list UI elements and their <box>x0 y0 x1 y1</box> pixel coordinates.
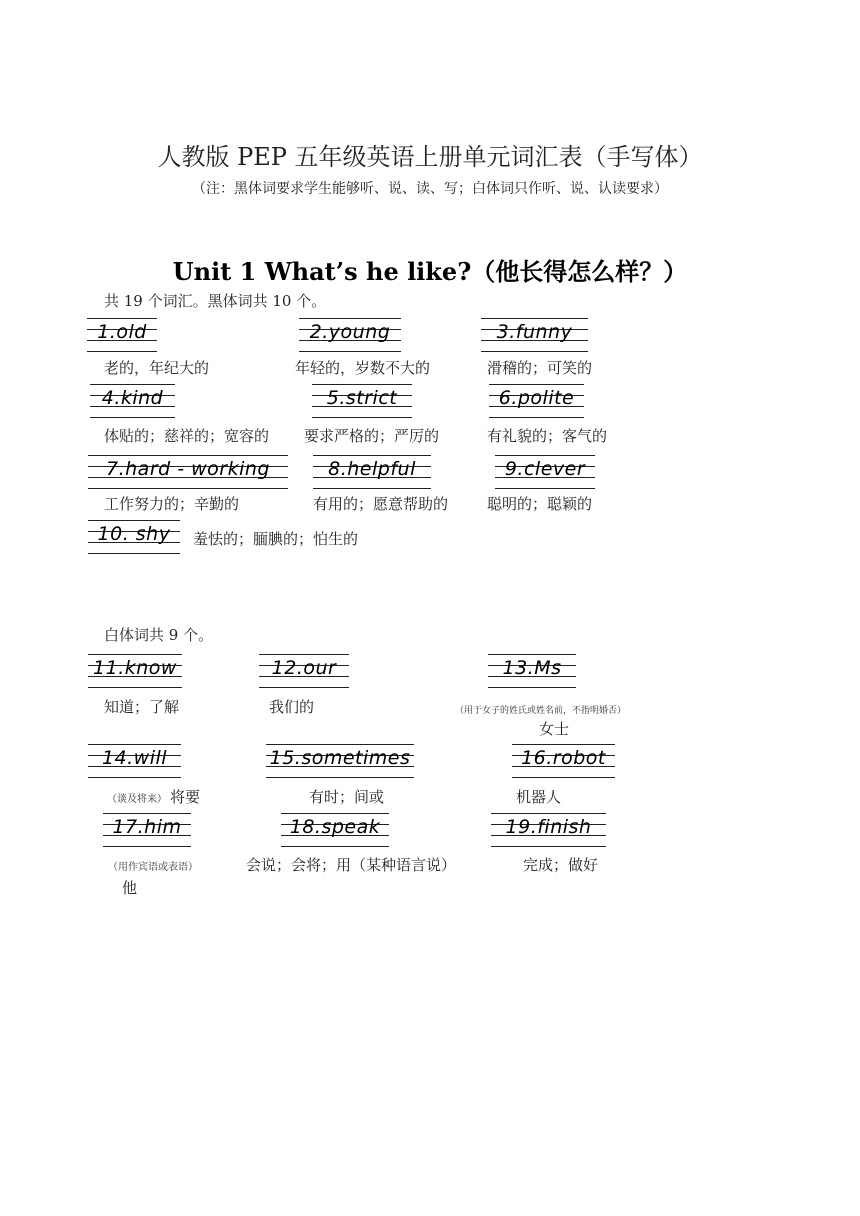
meaning-our: 我们的 <box>269 698 315 716</box>
word-will: 14.will <box>101 747 168 769</box>
word-card-our <box>259 654 349 688</box>
word-sometimes: 15.sometimes <box>269 747 411 769</box>
page-title: 人教版 PEP 五年级英语上册单元词汇表（手写体） <box>157 143 703 171</box>
word-finish: 19.finish <box>505 816 592 838</box>
word-shy: 10. shy <box>97 523 171 545</box>
meaning-finish: 完成；做好 <box>523 856 599 874</box>
meaning-him: 他 <box>122 879 138 897</box>
word-card-sometimes <box>266 744 414 778</box>
meaning-hard-working: 工作努力的；辛勤的 <box>104 495 240 513</box>
word-kind: 4.kind <box>101 387 164 409</box>
word-robot: 16.robot <box>521 747 606 769</box>
word-card-strict <box>312 384 412 418</box>
word-hard-working: 7.hard - working <box>106 458 270 480</box>
requirement-note: （注：黑体词要求学生能够听、说、读、写；白体词只作听、说、认读要求） <box>192 181 668 197</box>
meaning-funny: 滑稽的；可笑的 <box>487 359 593 377</box>
meaning-old: 老的，年纪大的 <box>104 359 210 377</box>
word-card-speak <box>281 813 389 847</box>
word-strict: 5.strict <box>326 387 398 409</box>
word-card-will <box>88 744 181 778</box>
word-know: 11.know <box>93 657 177 679</box>
word-card-hard-working <box>88 455 288 489</box>
meaning-strict: 要求严格的；严厉的 <box>304 427 440 445</box>
word-ms: 13.Ms <box>502 657 562 679</box>
meaning-know: 知道；了解 <box>104 698 180 716</box>
word-helpful: 8.helpful <box>328 458 416 480</box>
unit-heading: Unit 1 What’s he like?（他长得怎么样？） <box>172 257 688 286</box>
word-card-know <box>88 654 182 688</box>
meaning-will: 将要 <box>170 788 201 806</box>
word-card-robot <box>512 744 615 778</box>
meaning-clever: 聪明的；聪颖的 <box>487 495 593 513</box>
word-card-shy <box>88 520 180 554</box>
word-clever: 9.clever <box>504 458 586 480</box>
meaning-ms: 女士 <box>539 720 570 738</box>
light-word-summary: 白体词共 9 个。 <box>104 626 214 644</box>
word-card-polite <box>489 384 584 418</box>
word-card-old <box>87 318 157 352</box>
word-our: 12.our <box>271 657 337 679</box>
word-card-him <box>103 813 191 847</box>
meaning-polite: 有礼貌的；客气的 <box>487 427 608 445</box>
meaning-shy: 羞怯的；腼腆的；怕生的 <box>193 530 359 548</box>
word-young: 2.young <box>309 321 391 343</box>
word-speak: 18.speak <box>289 816 381 838</box>
word-him: 17.him <box>112 816 182 838</box>
meaning-helpful: 有用的；愿意帮助的 <box>313 495 449 513</box>
bold-word-summary: 共 19 个词汇。黑体词共 10 个。 <box>104 292 327 310</box>
word-card-finish <box>491 813 606 847</box>
word-card-kind <box>90 384 175 418</box>
meaning-sometimes: 有时；间或 <box>309 788 385 806</box>
word-card-ms <box>488 654 576 688</box>
meaning-kind: 体贴的；慈祥的；宽容的 <box>104 427 270 445</box>
word-old: 1.old <box>97 321 147 343</box>
meaning-robot: 机器人 <box>516 788 562 806</box>
word-card-helpful <box>313 455 431 489</box>
word-card-funny <box>481 318 588 352</box>
meaning-young: 年轻的，岁数不大的 <box>295 359 431 377</box>
meaning-speak: 会说；会将；用（某种语言说） <box>246 856 457 874</box>
word-card-young <box>299 318 401 352</box>
word-funny: 3.funny <box>496 321 573 343</box>
word-polite: 6.polite <box>498 387 575 409</box>
word-card-clever <box>495 455 595 489</box>
note-will: （谈及将来） <box>107 794 167 805</box>
note-him: （用作宾语或表语） <box>108 862 198 873</box>
note-ms: （用于女子的姓氏或姓名前，不指明婚否） <box>455 706 627 716</box>
